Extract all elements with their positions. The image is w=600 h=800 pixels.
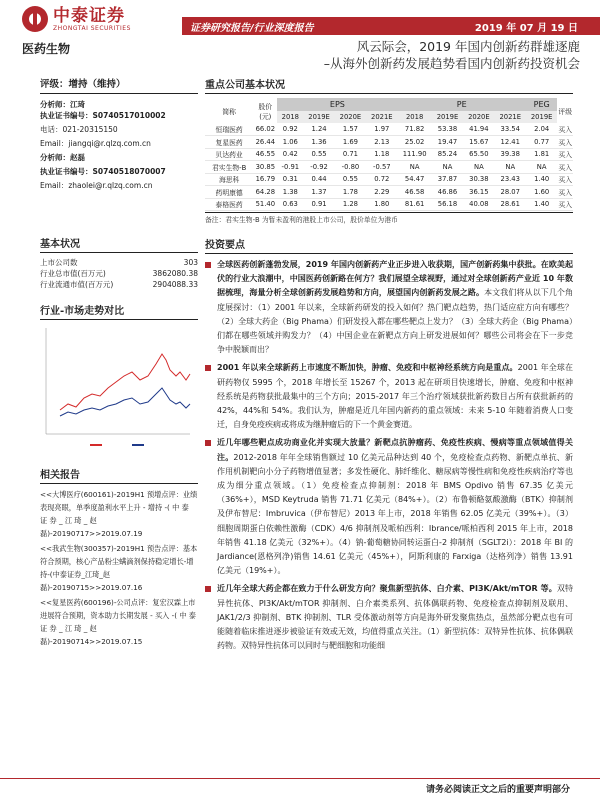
table-cell: 1.69 xyxy=(342,137,358,146)
title-line-1: 风云际会，2019 年国内创新药群雄逐鹿 xyxy=(356,39,580,54)
header-bar xyxy=(182,17,600,35)
table-cell: 28.61 xyxy=(500,200,520,209)
table-cell: 买入 xyxy=(558,151,572,160)
email-link[interactable]: jiangqi@r.qlzq.com.cn xyxy=(68,139,151,148)
table-cell: 1.06 xyxy=(282,137,298,146)
analyst-1 xyxy=(40,99,198,110)
report-title xyxy=(200,38,580,72)
analyst-2 xyxy=(40,152,198,163)
table-cell: -0.92 xyxy=(310,162,328,171)
table-cell: 65.50 xyxy=(469,150,489,159)
table-cell: 40.08 xyxy=(469,200,489,209)
cert-value: S0740517010002 xyxy=(92,111,166,120)
analyst-role: 分析师： xyxy=(40,153,70,162)
table-row xyxy=(205,186,573,199)
email-link[interactable]: zhaolei@r.qlzq.com.cn xyxy=(68,181,153,190)
square-bullet-icon xyxy=(205,586,211,592)
table-cell: 0.55 xyxy=(311,150,327,159)
table-cell: 2.13 xyxy=(374,137,390,146)
table-cell: 1.81 xyxy=(534,150,550,159)
table-cell: 1.78 xyxy=(342,187,358,196)
table-cell: 85.24 xyxy=(437,150,458,159)
table-cell: 0.44 xyxy=(311,175,327,184)
trend-chart-svg xyxy=(40,324,198,456)
trend-title: 行业-市场走势对比 xyxy=(40,302,198,320)
market-line xyxy=(60,388,190,416)
table-cell: 0.63 xyxy=(282,200,298,209)
table-cell: -0.57 xyxy=(373,162,391,171)
year-cell: 2019E xyxy=(432,111,463,124)
year-cell: 2021E xyxy=(366,111,397,124)
table-cell: -0.91 xyxy=(281,162,300,171)
basic-label: 行业流通市值(百万元) xyxy=(40,280,114,289)
trend-chart xyxy=(40,324,198,456)
table-cell: 买入 xyxy=(558,126,572,134)
points-list xyxy=(205,258,573,653)
table-cell: 23.43 xyxy=(500,175,520,184)
table-cell: 46.55 xyxy=(255,150,276,159)
table-cell: -0.80 xyxy=(341,162,360,171)
phone xyxy=(40,124,198,135)
investment-point xyxy=(205,436,573,578)
company-name-cell: 恒瑞医药 xyxy=(215,126,243,134)
square-bullet-icon xyxy=(205,365,211,371)
table-cell: 1.18 xyxy=(374,150,390,159)
email-2[interactable] xyxy=(40,180,198,191)
rating xyxy=(40,76,198,94)
analyst-role: 分析师： xyxy=(40,100,70,109)
table-cell: 54.47 xyxy=(404,175,425,184)
related-report-link[interactable]: <<复星医药(600196)-公司点评：复宏汉霖上市进展符合预期，资本助力长期发展 - 买入 -( 中 泰 证 券 _ 江 琦 _ 赵磊)-20190714>>2019.07.15 xyxy=(40,598,196,646)
table-cell: 66.02 xyxy=(255,125,276,133)
table-cell: 111.90 xyxy=(402,150,427,159)
investment-point xyxy=(205,258,573,357)
basic-value: 2904088.33 xyxy=(152,280,198,289)
point-body: 本文我们将从以下几个角度展探讨：（1）2001 年以来，全球新药研发的投入如何？热门靶点趋势，热门适应症方向有哪些？（2）全球大药企（Big Phama）们研发投入都在哪些靶点上发力？（3）全球大药企（Big Phama）们都在哪些领域并购发力？（4）中国企业在新靶点方向上研发进展如何？哪些公司将会在下一步竞争中脱颖而出？ xyxy=(217,288,574,355)
table-cell: NA xyxy=(473,162,484,171)
table-cell: 0.92 xyxy=(282,125,298,133)
table-cell: 28.07 xyxy=(500,187,520,196)
left-column xyxy=(40,76,198,650)
table-cell: 1.57 xyxy=(342,125,358,133)
square-bullet-icon xyxy=(205,440,211,446)
table-cell: 0.77 xyxy=(534,137,550,146)
phone-value: 021-20315150 xyxy=(62,125,118,134)
company-logo xyxy=(22,6,131,32)
year-cell: 2020E xyxy=(335,111,366,124)
square-bullet-icon xyxy=(205,262,211,268)
basic-value: 3862080.38 xyxy=(152,269,198,278)
table-cell: 买入 xyxy=(558,138,572,147)
point-body: 2001 年全球在研药物仅 5995 个，2018 年增长至 15267 个，2013 起在研项目快速增长，肿瘤、免疫和中枢神经系统是药物获批最集中的三个方向；2015-2017 年三个治疗领域获批新药数目占所有获批新药的 42%，44%和 54%。我们认为，肿瘤是近几年国内新药的重点领域：未来 5-10 年随着消费人口变迁，自身免疫疾病或将成为继肿瘤后的下一个黄金赛道。 xyxy=(217,363,573,430)
related-reports xyxy=(40,466,198,648)
point-body: 2012-2018 年年全球销售额过 10 亿美元品种达到 40 个，免疫检查点药物、新靶点单抗、新作用机制靶向小分子药物增值显著；多发性硬化、肺纤维化、糖尿病等慢性病和免疫性疾病治疗等也成为细分重点领域。（1）免疫检查点抑制剂：2018 年 BMS Opdivo 销售 67.35 亿美元（36%+），MSD Keytruda 销售 71.71 亿美元（84%+）。（2）布鲁顿酪氨酸激酶（BTK）抑制剂及伊布替尼：Imbruvica（伊布替尼）2013 年上市，2018 年销售 62.05 亿美元（39%+）。（3）细胞周期蛋白依赖性激酶（CDK）4/6 抑制剂及哌柏西利：Ibrance/哌柏西利 2015 年上市，2018 年销售 41.18 亿美元（32%+）。（4）钠-葡萄糖协同转运蛋白-2 抑制剂（SGLT2i）：2018 年 BI 的 Jardiance(恩格列净)销售 14.61 亿美元（45%+），阿斯利康的 Farxiga（达格列净）销售 13.91 亿美元（19%+）。 xyxy=(217,452,573,576)
market-legend-swatch xyxy=(132,444,144,446)
table-cell: 0.31 xyxy=(282,175,298,184)
company-name-cell: 贝达药业 xyxy=(215,151,243,160)
table-cell: 买入 xyxy=(558,201,572,210)
col-peg: PEG xyxy=(526,98,557,111)
table-cell: 51.40 xyxy=(255,200,276,209)
table-cell: 1.97 xyxy=(374,125,390,133)
col-price: 股价(元) xyxy=(258,102,273,121)
col-eps: EPS xyxy=(277,98,397,111)
basic-label: 行业总市值(百万元) xyxy=(40,269,106,278)
table-cell: NA xyxy=(505,162,516,171)
col-pe: PE xyxy=(397,98,525,111)
table-cell: 2.29 xyxy=(374,187,390,196)
table-body xyxy=(205,123,573,211)
year-cell: 2019E xyxy=(303,111,334,124)
table-cell: 1.40 xyxy=(534,200,550,209)
table-row xyxy=(205,161,573,174)
related-report-link[interactable]: <<大博医疗(600161)-2019H1 预增点评：业绩表现亮眼，单季度盈利水平上升 - 增持 -( 中 泰 证 券 _ 江 琦 _ 赵 磊)-20190717>>2019.07.19 xyxy=(40,490,198,538)
investment-point xyxy=(205,582,573,653)
table-cell: 1.36 xyxy=(311,137,327,146)
table-cell: 53.38 xyxy=(437,125,458,133)
year-cell: 2021E xyxy=(495,111,526,124)
table-cell: 买入 xyxy=(558,188,572,197)
table-cell: 买入 xyxy=(558,163,572,172)
basic-value: 303 xyxy=(183,258,198,267)
col-name: 简称 xyxy=(222,107,236,116)
table-cell: 46.86 xyxy=(437,187,458,196)
title-line-2: –从海外创新药发展趋势看国内创新药投资机会 xyxy=(323,56,580,71)
year-cell: 2020E xyxy=(463,111,494,124)
point-lead: 2001 年以来全球新药上市速度不断加快，肿瘤、免疫和中枢神经系统方向是重点。 xyxy=(217,363,518,373)
basic-info xyxy=(40,235,198,290)
table-row xyxy=(205,173,573,186)
company-name-cell: 君实生物-B xyxy=(211,163,247,172)
table-cell: 0.72 xyxy=(374,175,390,184)
footer-disclaimer: 请务必阅读正文之后的重要声明部分 xyxy=(425,785,570,795)
table-cell: 15.67 xyxy=(469,137,489,146)
basic-row xyxy=(40,257,198,268)
table-cell: NA xyxy=(536,162,547,171)
basic-row xyxy=(40,279,198,290)
table-row xyxy=(205,123,573,136)
table-cell: 36.15 xyxy=(469,187,489,196)
analyst-info xyxy=(40,99,198,191)
table-cell: 1.38 xyxy=(282,187,298,196)
table-cell: 0.55 xyxy=(342,175,358,184)
table-cell: 19.47 xyxy=(437,137,458,146)
rating-value: 增持（维持） xyxy=(68,79,126,90)
table-cell: 30.85 xyxy=(255,162,276,171)
cert-1 xyxy=(40,110,198,121)
table-cell: 56.18 xyxy=(437,200,458,209)
point-body: 双特异性抗体、PI3K/Akt/mTOR 抑制剂、白介素类系列、抗体偶联药物、免疫检查点抑制剂及联用、JAK1/2/3 抑制剂、BTK 抑制剂、TLR 受体激动剂等方向是海外研发聚焦热点，虽然部分靶点也有可能随着临床推进逐步被验证有效或无效，均值得重点关注。（1）新型抗体：双特异性抗体、抗体偶联药物。双特异性抗体可以同时与靶细胞和功能细 xyxy=(217,584,573,651)
right-column xyxy=(205,76,573,653)
table-row xyxy=(205,148,573,161)
basic-title: 基本状况 xyxy=(40,235,198,253)
table-cell: 0.42 xyxy=(282,150,298,159)
table-title: 重点公司基本状况 xyxy=(205,76,573,94)
logo-name: 中泰证券 xyxy=(53,5,125,26)
email-label: Email： xyxy=(40,139,69,148)
company-name-cell: 泰格医药 xyxy=(215,201,243,210)
table-note: 备注：君实生物-B 为暂未盈利的港股上市公司，股价单位为港币 xyxy=(205,212,573,224)
table-cell: NA xyxy=(409,162,420,171)
related-title: 相关报告 xyxy=(40,466,198,484)
logo-icon xyxy=(22,6,48,32)
table-cell: 12.41 xyxy=(500,137,520,146)
table-cell: 买入 xyxy=(558,176,572,185)
year-cell: 2018 xyxy=(397,111,431,124)
table-cell: 41.94 xyxy=(469,125,489,133)
footer xyxy=(0,778,600,800)
company-table xyxy=(205,98,573,211)
table-cell: 16.79 xyxy=(255,175,276,184)
analyst-name: 赵磊 xyxy=(70,153,85,162)
table-cell: 33.54 xyxy=(500,125,520,133)
industry-legend-swatch xyxy=(90,444,102,446)
table-cell: 37.87 xyxy=(437,175,458,184)
table-cell: 64.28 xyxy=(255,187,276,196)
trend-section xyxy=(40,302,198,456)
company-name-cell: 药明康德 xyxy=(215,188,243,197)
table-cell: 1.60 xyxy=(534,187,550,196)
table-cell: 2.04 xyxy=(534,125,550,133)
table-cell: 1.37 xyxy=(311,187,327,196)
cert-label: 执业证书编号： xyxy=(40,111,93,120)
point-lead: 近几年全球大药企都在致力于什么研发方向？聚焦新型抗体、白介素、PI3K/Akt/mTOR 等。 xyxy=(217,584,557,594)
table-cell: 0.91 xyxy=(311,200,327,209)
basic-row xyxy=(40,268,198,279)
cert-label: 执业证书编号： xyxy=(40,167,93,176)
table-cell: 30.38 xyxy=(469,175,489,184)
table-cell: 71.82 xyxy=(404,125,425,133)
table-cell: 1.80 xyxy=(374,200,390,209)
point-lead: 全球医药创新蓬勃发展，2019 年国内创新药产业正步进入收获期，国产创新药集中获批。在欧美起伏的行业大浪潮中，中国医药创新路在何方？我们展望全球视野，通过对全球创新药产业近 10 年数据梳理，海量分析全球创新药发展趋势和方向，展望国内创新药发展之路。 xyxy=(217,260,573,298)
table-row xyxy=(205,198,573,211)
table-cell: 26.44 xyxy=(255,137,276,146)
col-rating: 评级 xyxy=(558,107,572,116)
year-cell: 2018 xyxy=(277,111,303,124)
logo-english: ZHONGTAI SECURITIES xyxy=(53,24,131,32)
company-name-cell: 海思科 xyxy=(218,176,240,185)
company-name-cell: 复星医药 xyxy=(215,138,243,147)
table-cell: 39.38 xyxy=(500,150,520,159)
email-label: Email： xyxy=(40,181,69,190)
report-date: 2019 年 07 月 19 日 xyxy=(474,23,578,34)
table-cell: NA xyxy=(442,162,453,171)
year-cell: 2019E xyxy=(526,111,557,124)
email-1[interactable] xyxy=(40,138,198,149)
point-lead: 近几年哪些靶点成功商业化并实现大放量？新靶点抗肿瘤药、免疫性疾病、慢病等重点领域值得关注。 xyxy=(217,438,573,462)
analyst-name: 江琦 xyxy=(70,100,85,109)
sector-label: 医药生物 xyxy=(22,42,71,56)
table-cell: 1.24 xyxy=(311,125,327,133)
table-cell: 81.61 xyxy=(404,200,425,209)
table-cell: 46.58 xyxy=(404,187,425,196)
table-cell: 25.02 xyxy=(404,137,425,146)
table-cell: 1.40 xyxy=(534,175,550,184)
cert-value: S0740518070007 xyxy=(92,167,166,176)
report-type: 证券研究报告/行业深度报告 xyxy=(190,23,314,34)
basic-label: 上市公司数 xyxy=(40,258,78,267)
rating-label: 评级： xyxy=(40,79,69,90)
cert-2 xyxy=(40,166,198,177)
table-row xyxy=(205,136,573,149)
table-cell: 0.71 xyxy=(342,150,358,159)
phone-label: 电话： xyxy=(40,125,63,134)
investment-point xyxy=(205,361,573,432)
industry-line xyxy=(60,354,190,410)
points-title: 投资要点 xyxy=(205,236,573,254)
table-cell: 1.28 xyxy=(342,200,358,209)
related-report-link[interactable]: <<我武生物(300357)-2019H1 预告点评：基本符合预期，核心产品粉尘螨滴剂保持稳定增长-增持-(中泰证券_江琦_赵磊)-20190715>>2019.07.16 xyxy=(40,544,198,592)
